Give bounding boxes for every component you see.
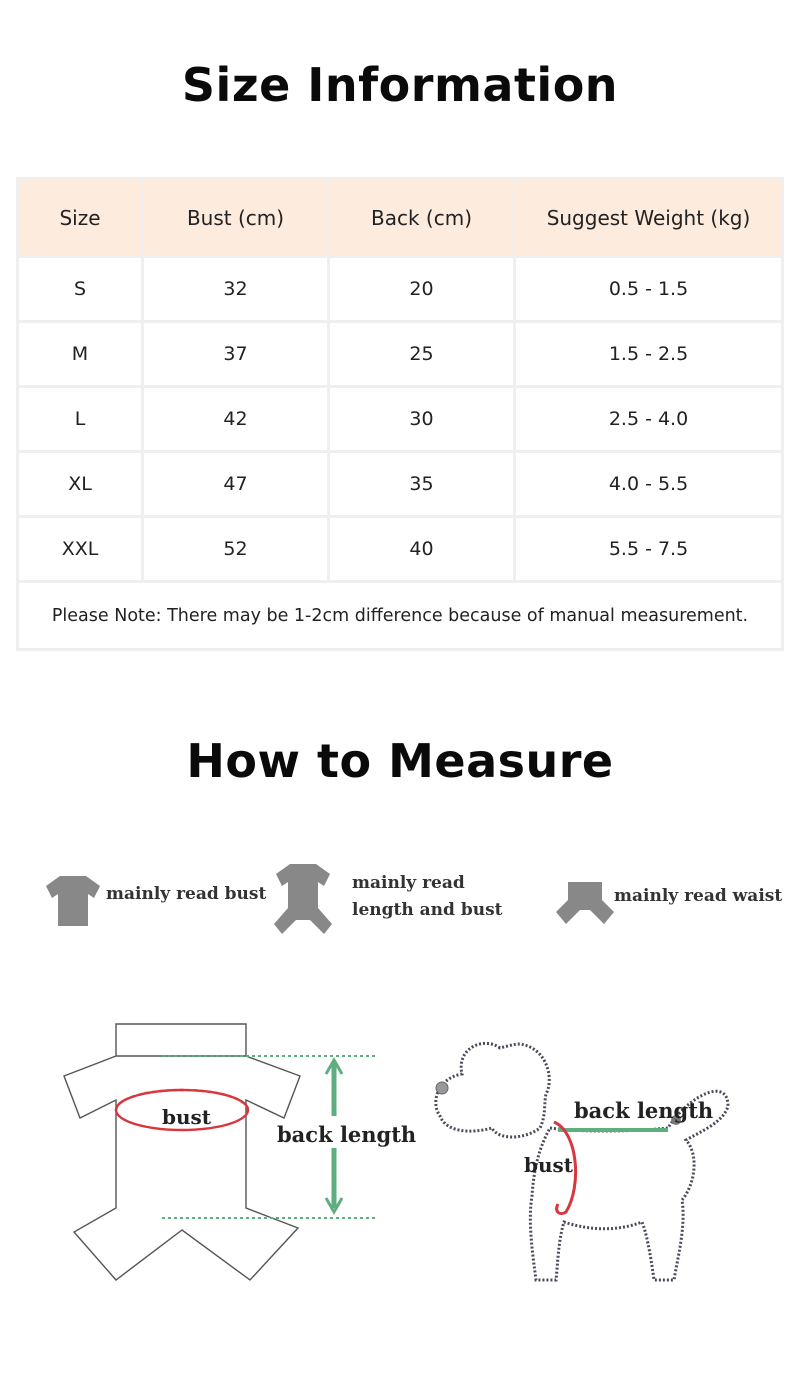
measurement-note: Please Note: There may be 1-2cm difference because of manual measurement. <box>19 583 781 648</box>
cell-bust: 52 <box>144 518 327 580</box>
garment-back-length-label: back length <box>277 1122 417 1147</box>
header-size: Size <box>19 180 141 255</box>
table-row <box>19 453 781 515</box>
pants-icon <box>554 880 616 930</box>
dog-bust-label: bust <box>524 1153 574 1177</box>
header-bust: Bust (cm) <box>144 180 327 255</box>
garment-type-legend <box>0 860 800 940</box>
jumpsuit-icon-label-line2: length and bust <box>352 900 503 920</box>
cell-weight: 4.0 - 5.5 <box>516 453 781 515</box>
cell-bust: 32 <box>144 258 327 320</box>
dog-measure-diagram <box>428 1036 748 1286</box>
cell-bust: 42 <box>144 388 327 450</box>
table-row <box>19 258 781 320</box>
shirt-icon <box>44 872 102 934</box>
cell-size: S <box>19 258 141 320</box>
cell-back: 30 <box>330 388 513 450</box>
cell-bust: 37 <box>144 323 327 385</box>
cell-size: L <box>19 388 141 450</box>
cell-back: 20 <box>330 258 513 320</box>
cell-bust: 47 <box>144 453 327 515</box>
table-row <box>19 518 781 580</box>
cell-size: M <box>19 323 141 385</box>
cell-back: 25 <box>330 323 513 385</box>
header-weight: Suggest Weight (kg) <box>516 180 781 255</box>
size-information-title: Size Information <box>181 58 619 112</box>
table-note-row <box>19 583 781 648</box>
dog-back-length-label: back length <box>574 1098 714 1123</box>
pants-icon-label: mainly read waist <box>614 886 783 906</box>
shirt-icon-label: mainly read bust <box>106 884 267 904</box>
cell-weight: 1.5 - 2.5 <box>516 323 781 385</box>
jumpsuit-icon-label-line1: mainly read <box>352 873 465 893</box>
jumpsuit-icon <box>272 862 334 940</box>
garment-measure-diagram <box>58 1018 418 1288</box>
cell-size: XXL <box>19 518 141 580</box>
cell-weight: 2.5 - 4.0 <box>516 388 781 450</box>
how-to-measure-title: How to Measure <box>186 734 614 788</box>
table-header-row <box>19 180 781 255</box>
header-back: Back (cm) <box>330 180 513 255</box>
cell-back: 35 <box>330 453 513 515</box>
size-table <box>16 177 784 651</box>
cell-weight: 5.5 - 7.5 <box>516 518 781 580</box>
table-row <box>19 323 781 385</box>
table-row <box>19 388 781 450</box>
cell-size: XL <box>19 453 141 515</box>
cell-back: 40 <box>330 518 513 580</box>
garment-bust-label: bust <box>162 1105 212 1129</box>
cell-weight: 0.5 - 1.5 <box>516 258 781 320</box>
